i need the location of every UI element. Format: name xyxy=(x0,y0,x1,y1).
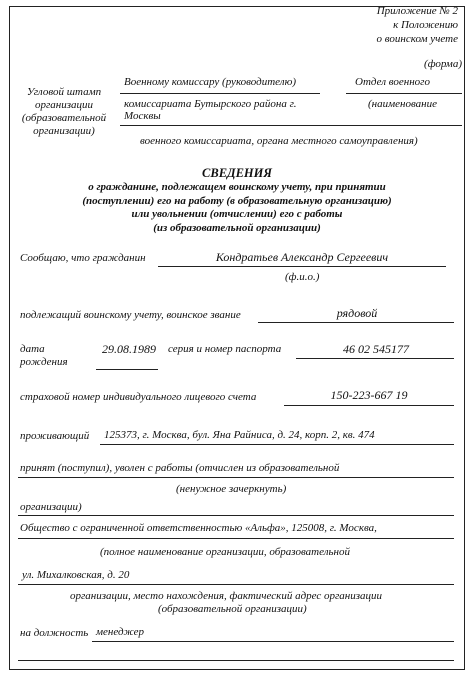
document-title: СВЕДЕНИЯ xyxy=(202,166,272,180)
hired-text: принят (поступил), уволен с работы (отчислен из образовательной xyxy=(20,462,340,474)
underline xyxy=(18,660,454,661)
underline xyxy=(96,369,158,370)
underline xyxy=(100,444,454,445)
position-value: менеджер xyxy=(96,626,145,638)
corner-stamp xyxy=(12,86,116,138)
underline xyxy=(18,538,454,539)
form-label: (форма) xyxy=(424,58,462,70)
stamp-line: (образовательной xyxy=(21,112,107,124)
citizen-label: Сообщаю, что гражданин xyxy=(20,252,146,264)
stamp-line: организации xyxy=(34,99,94,111)
org-name: Обществo с ограниченной ответственностью «Альфа», 125008, г. Москва, xyxy=(20,522,377,534)
addressee-caption: военного комиссариата, органа местного самоуправления) xyxy=(140,135,418,147)
underline xyxy=(346,93,462,94)
appendix-line-3: о воинском учете xyxy=(376,33,458,45)
snils-label: страховой номер индивидуального лицевого счета xyxy=(20,391,257,403)
underline xyxy=(284,405,454,406)
citizen-value: Кондратьев Александр Сергеевич xyxy=(215,250,389,264)
strike-caption: (ненужное зачеркнуть) xyxy=(176,483,287,495)
birth-value: 29.08.1989 xyxy=(102,342,156,356)
title-subtext xyxy=(9,181,465,235)
org-name-caption: (полное наименование организации, образовательной xyxy=(100,546,350,558)
addressee-line-3: Москвы xyxy=(124,110,161,122)
addressee-line-2: комиссариата Бутырского района г. xyxy=(124,98,297,110)
title-line: (из образовательной организации) xyxy=(153,221,321,234)
org-address-caption-2: (образовательной организации) xyxy=(158,603,307,615)
addressee-dept-1: Отдел военного xyxy=(355,76,430,88)
underline xyxy=(296,358,454,359)
fio-caption: (ф.и.о.) xyxy=(285,271,320,283)
appendix-line-1: Приложение № 2 xyxy=(376,5,458,17)
birth-label-1: дата xyxy=(20,343,45,355)
title-line: о гражданине, подлежащем воинскому учету, при принятии xyxy=(88,181,386,193)
rank-value: рядовой xyxy=(336,306,378,320)
address-label: проживающий xyxy=(20,430,90,442)
addressee-line-1: Военному комиссару (руководителю) xyxy=(124,76,296,88)
appendix-block xyxy=(377,4,459,46)
address-value: 125373, г. Москва, бул. Яна Райниса, д. 24, корп. 2, кв. 474 xyxy=(104,429,375,441)
addressee-dept-2: (наименование xyxy=(368,98,438,110)
birth-label-2: рождения xyxy=(20,356,68,368)
org-word: организации) xyxy=(20,501,82,513)
org-address-caption-1: организации, место нахождения, фактический адрес организации xyxy=(70,590,383,602)
position-label: на должность xyxy=(20,627,89,639)
underline xyxy=(18,584,454,585)
underline xyxy=(18,515,454,516)
underline xyxy=(120,93,320,94)
title-line: (поступлении) его на работу (в образовательную организацию) xyxy=(82,194,392,207)
rank-label: подлежащий воинскому учету, воинское звание xyxy=(20,309,241,321)
underline xyxy=(120,125,462,126)
underline xyxy=(258,322,454,323)
appendix-line-2: к Положению xyxy=(393,19,458,31)
passport-value: 46 02 545177 xyxy=(343,342,409,356)
underline xyxy=(92,641,454,642)
stamp-line: организации) xyxy=(33,125,95,137)
snils-value: 150-223-667 19 xyxy=(330,388,408,402)
underline xyxy=(158,266,446,267)
org-street: ул. Михалковская, д. 20 xyxy=(22,569,130,581)
title-line: или увольнении (отчислении) его с работы xyxy=(131,208,343,220)
passport-label: серия и номер паспорта xyxy=(168,343,282,355)
stamp-line: Угловой штамп xyxy=(26,86,102,98)
underline xyxy=(18,477,454,478)
